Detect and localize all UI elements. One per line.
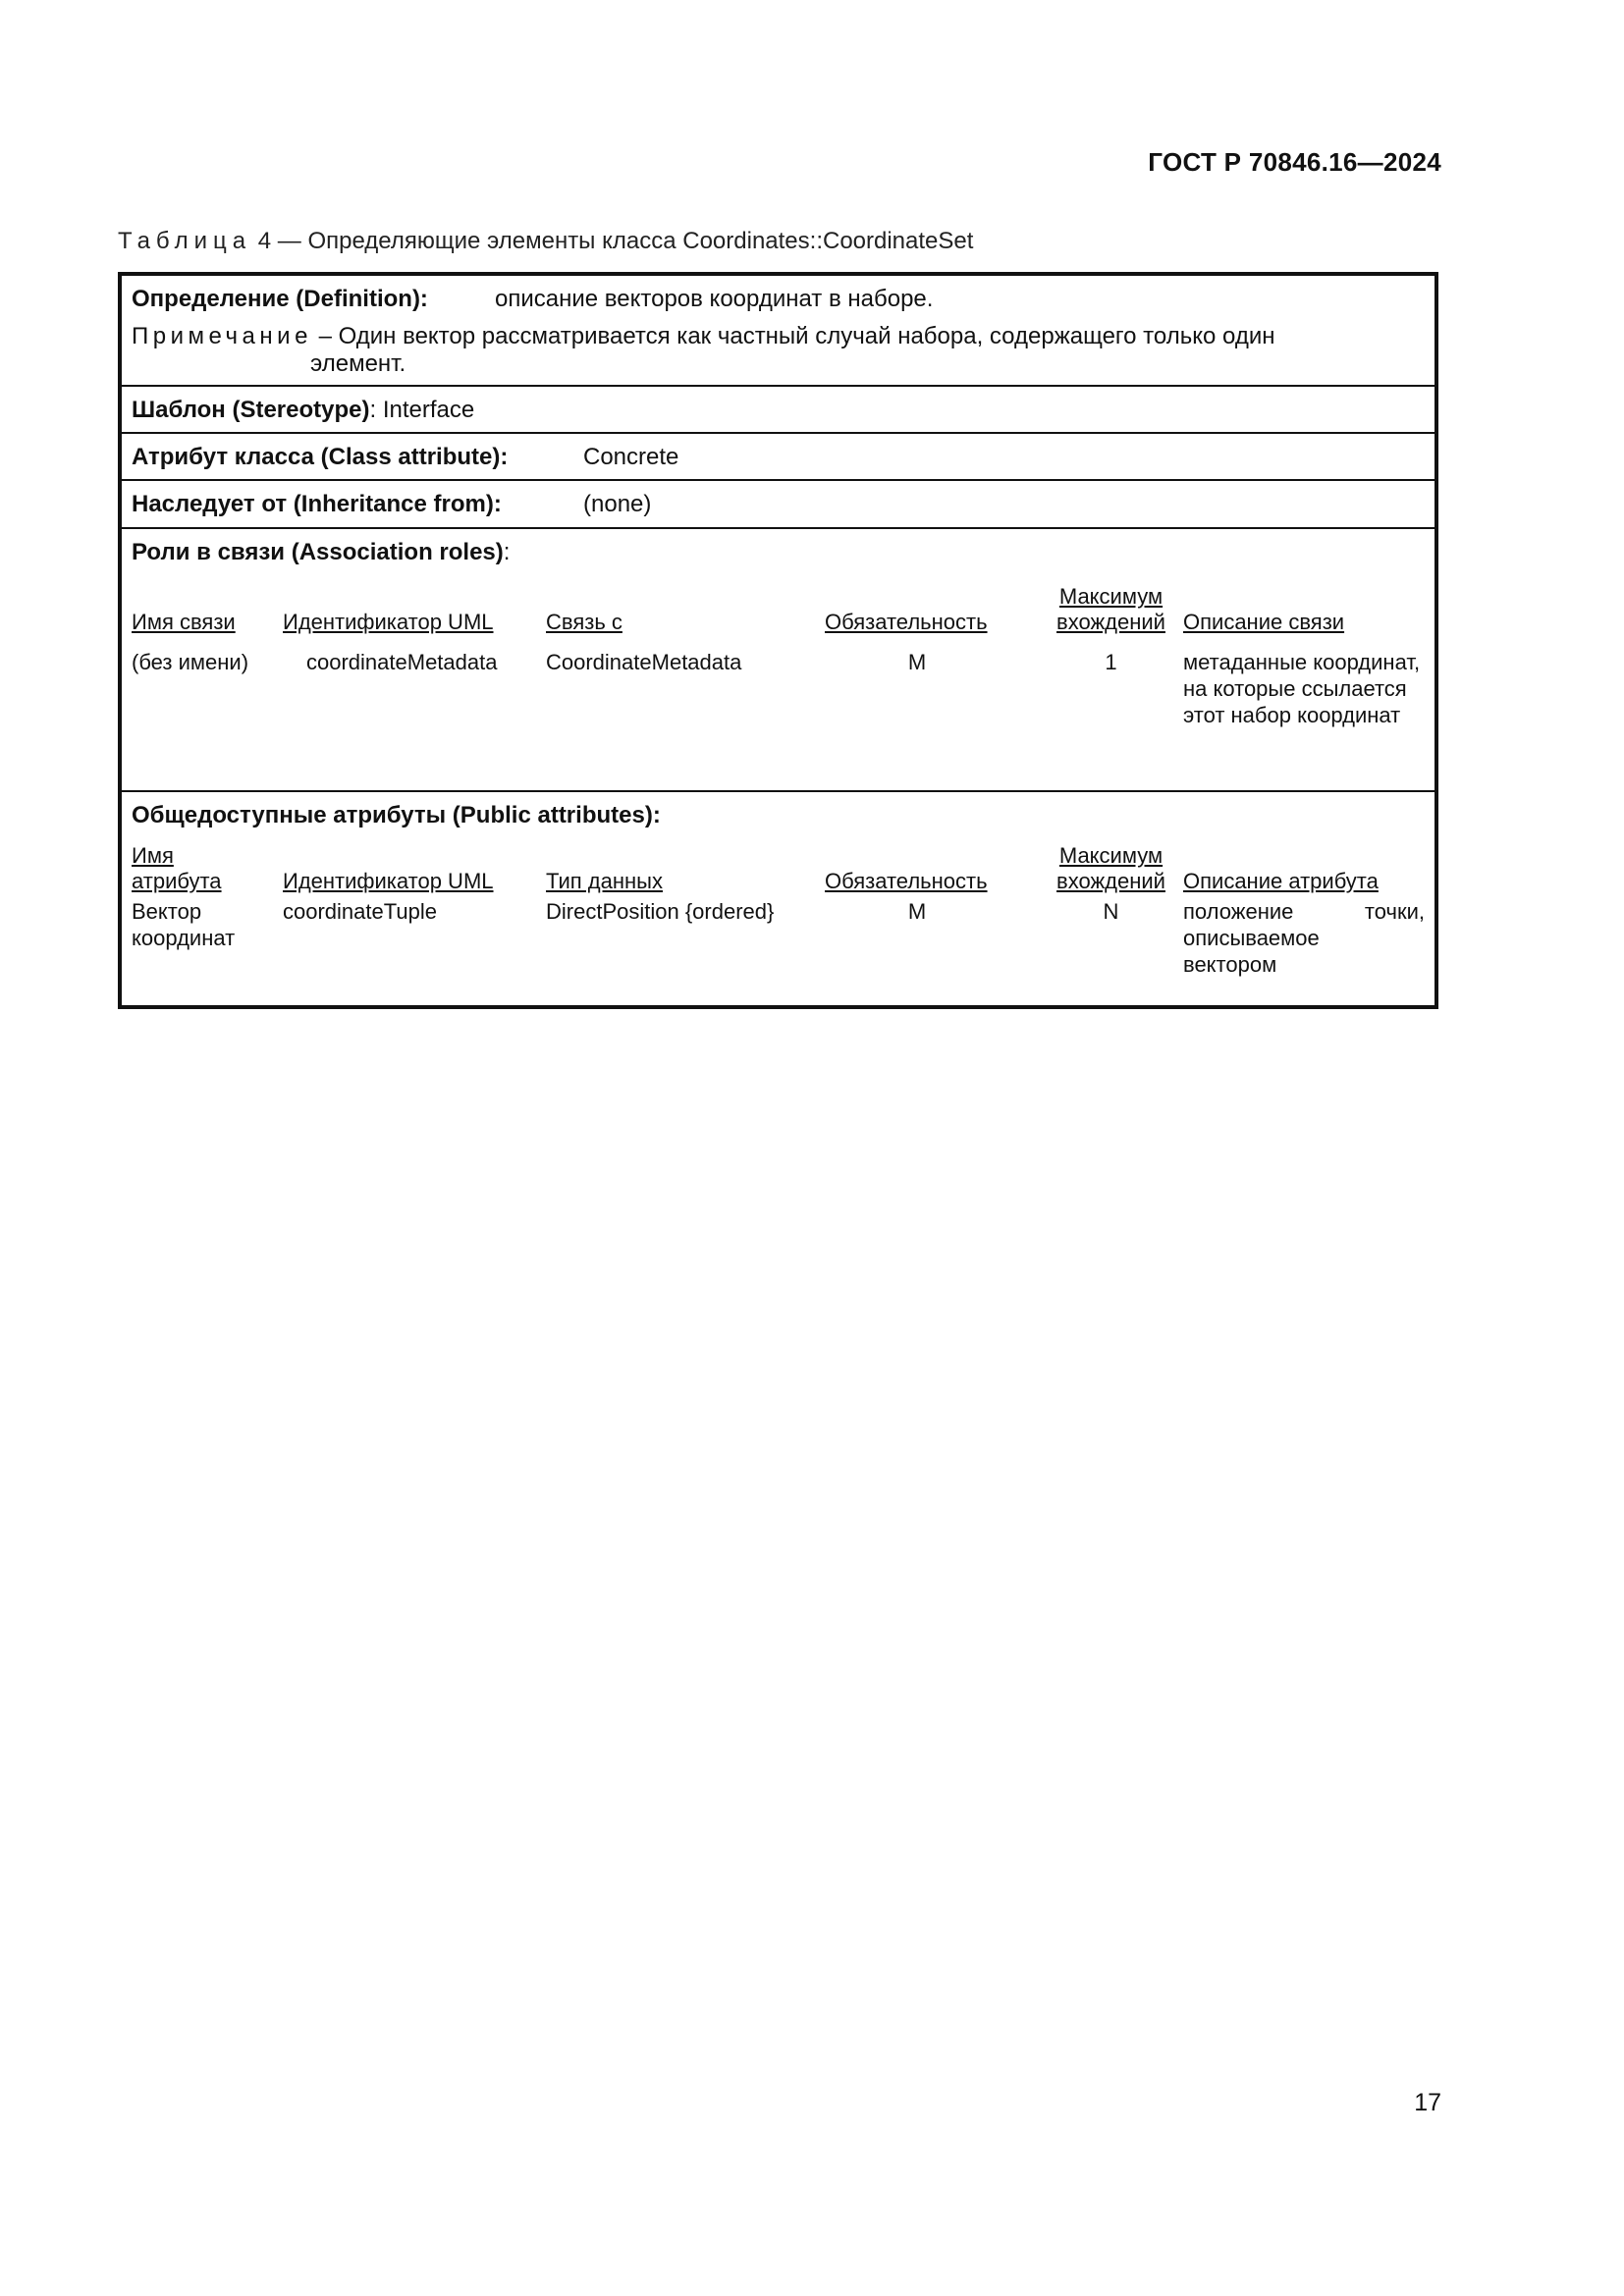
col-header-obligation: Обязательность xyxy=(825,610,988,634)
col-header-max-line1: Максимум xyxy=(1058,584,1164,609)
pub-row-name: Вектор координат xyxy=(132,899,236,950)
definition-section xyxy=(122,276,1435,387)
definition-table xyxy=(118,272,1438,1009)
inheritance-value: (none) xyxy=(583,491,652,517)
note-continuation: элемент. xyxy=(310,350,406,377)
pub-col-header-max-line2: вхождений xyxy=(1056,869,1165,893)
pub-row-obligation: M xyxy=(907,899,927,924)
assoc-row-desc: метаданные координат, на которые ссылается этот набор координат xyxy=(1183,650,1421,727)
assoc-row-name: (без имени) xyxy=(132,650,249,674)
pub-row-type: DirectPosition {ordered} xyxy=(546,899,775,924)
definition-value: описание векторов координат в наборе. xyxy=(495,286,934,312)
note-label: Примечание xyxy=(132,323,312,349)
caption-text: 4 — Определяющие элементы класса Coordinates::CoordinateSet xyxy=(257,228,974,254)
definition-label: Определение (Definition): xyxy=(132,286,428,312)
stereotype-label: Шаблон (Stereotype) xyxy=(132,397,370,423)
definition-note xyxy=(132,323,1425,378)
pub-col-header-name xyxy=(132,843,283,894)
pub-col-header-max-line1: Максимум xyxy=(1058,843,1164,868)
note-text: – Один вектор рассматривается как частный случай набора, содержащего только один xyxy=(318,323,1275,349)
pub-col-header-uml: Идентификатор UML xyxy=(283,869,494,893)
public-attributes-title: Общедоступные атрибуты (Public attributes): xyxy=(132,802,661,828)
association-grid xyxy=(132,584,1425,728)
class-attribute-value: Concrete xyxy=(583,444,679,470)
pub-row-desc-word1: положение xyxy=(1183,899,1294,924)
pub-row-desc-word2: точки, xyxy=(1364,899,1425,924)
pub-col-header-type: Тип данных xyxy=(546,869,663,893)
pub-col-header-max xyxy=(1039,843,1183,894)
pub-col-header-name-line2: атрибута xyxy=(132,869,222,893)
col-header-max xyxy=(1039,584,1183,635)
pub-row-desc xyxy=(1183,898,1425,978)
col-header-uml: Идентификатор UML xyxy=(283,610,494,634)
association-roles-section xyxy=(122,529,1435,792)
caption-prefix: Таблица xyxy=(118,228,252,254)
inheritance-label: Наследует от (Inheritance from): xyxy=(132,491,502,517)
class-attribute-section xyxy=(122,434,1435,481)
pub-col-header-obligation: Обязательность xyxy=(825,869,988,893)
col-header-max-line2: вхождений xyxy=(1056,610,1165,634)
public-attributes-section xyxy=(122,792,1435,1005)
assoc-row-max: 1 xyxy=(1105,650,1117,674)
class-attribute-label: Атрибут класса (Class attribute): xyxy=(132,444,509,470)
pub-row-max: N xyxy=(1103,899,1119,924)
table-caption xyxy=(118,228,973,255)
assoc-row-uml: coordinateMetadata xyxy=(306,650,498,674)
assoc-row-link: CoordinateMetadata xyxy=(546,650,742,674)
col-header-link: Связь с xyxy=(546,610,623,634)
inheritance-section xyxy=(122,481,1435,529)
pub-col-header-desc: Описание атрибута xyxy=(1183,869,1379,893)
col-header-desc: Описание связи xyxy=(1183,610,1345,634)
stereotype-section xyxy=(122,387,1435,434)
assoc-row-obligation: M xyxy=(907,650,927,674)
association-title: Роли в связи (Association roles) xyxy=(132,539,504,565)
pub-row-uml: coordinateTuple xyxy=(283,899,437,924)
col-header-name: Имя связи xyxy=(132,610,236,634)
association-colon: : xyxy=(503,539,511,565)
page-number: 17 xyxy=(1414,2089,1441,2116)
pub-row-desc-rest: описываемое вектором xyxy=(1183,926,1320,977)
document-code: ГОСТ Р 70846.16—2024 xyxy=(1148,147,1441,177)
pub-col-header-name-line1: Имя xyxy=(132,843,174,868)
public-attributes-grid xyxy=(132,843,1425,978)
stereotype-value: : Interface xyxy=(369,397,475,423)
